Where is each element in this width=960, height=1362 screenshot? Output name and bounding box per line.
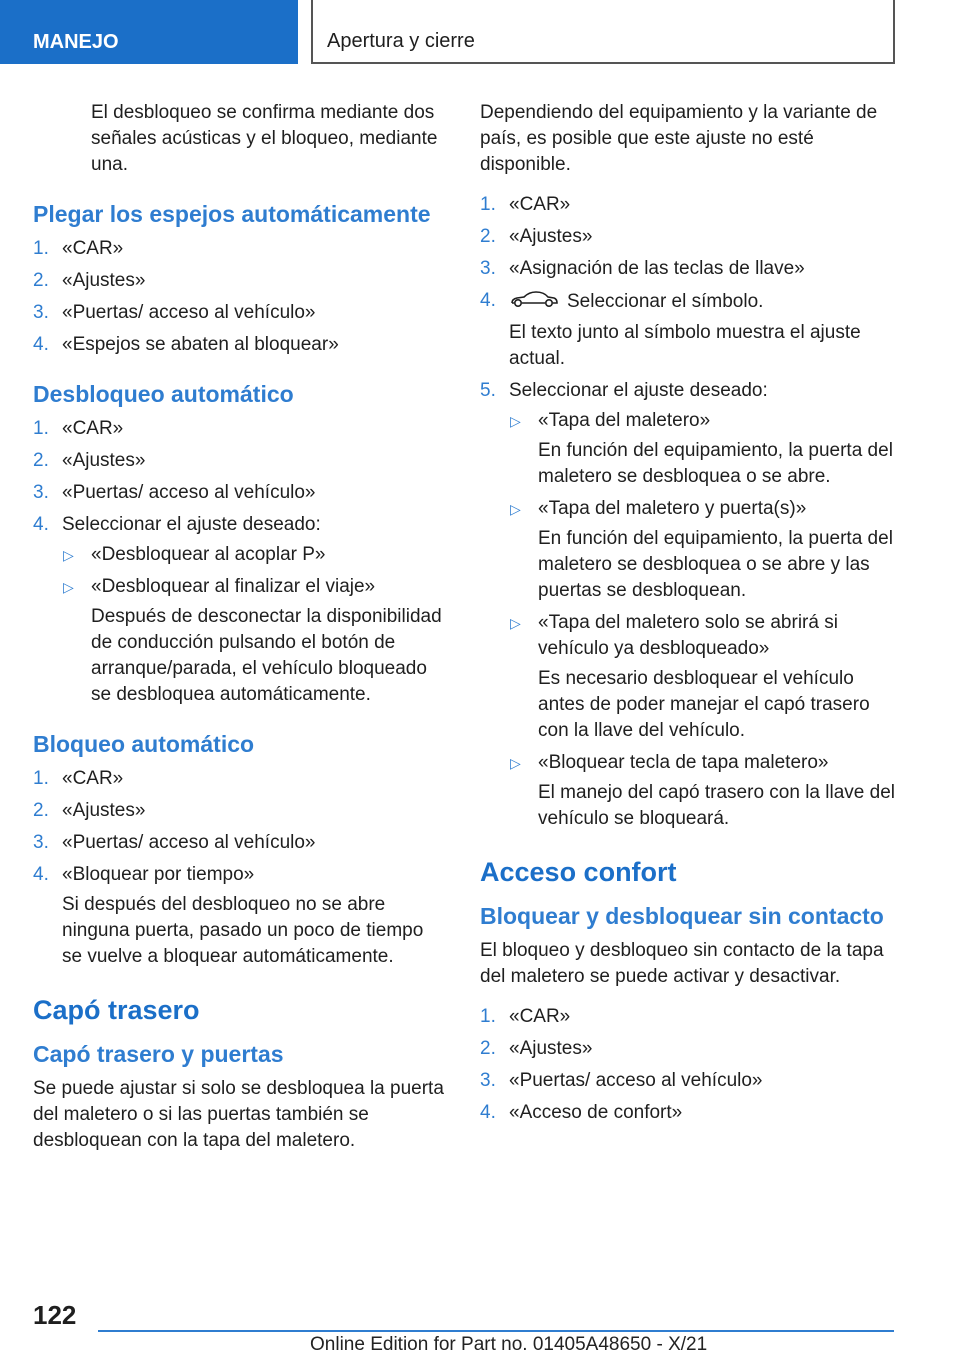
step-text: «CAR» bbox=[509, 1006, 571, 1027]
option-note: El manejo del capó trasero con la llave del vehículo se bloqueará. bbox=[538, 782, 895, 829]
step-number: 2. bbox=[33, 450, 49, 471]
triangle-right-icon: ▷ bbox=[510, 501, 521, 517]
step-number: 2. bbox=[33, 800, 49, 821]
step-text: Seleccionar el ajuste deseado: bbox=[509, 380, 768, 401]
step-number: 1. bbox=[480, 1006, 496, 1027]
step-text: Seleccionar el ajuste deseado: bbox=[62, 514, 321, 535]
chapter-title: Apertura y cierre bbox=[311, 0, 895, 64]
contactless-subheading: Bloquear y desbloquear sin contacto bbox=[480, 903, 884, 929]
list-item bbox=[33, 300, 448, 326]
step-number: 1. bbox=[33, 418, 49, 439]
option-label: «Desbloquear al finalizar el viaje» bbox=[91, 576, 376, 597]
key-assign-steps bbox=[480, 192, 900, 832]
step-number: 1. bbox=[33, 768, 49, 789]
step-number: 2. bbox=[33, 270, 49, 291]
list-item bbox=[509, 750, 900, 832]
step-text: «Puertas/ acceso al vehículo» bbox=[62, 302, 316, 323]
option-note: Es necesario desbloquear el vehículo antes de poder manejar el capó trasero con la llave del vehículo. bbox=[538, 668, 870, 741]
step-text: «CAR» bbox=[62, 768, 124, 789]
list-item bbox=[62, 542, 448, 568]
triangle-right-icon: ▷ bbox=[510, 755, 521, 771]
list-item bbox=[33, 830, 448, 856]
list-item bbox=[33, 332, 448, 358]
list-item bbox=[33, 448, 448, 474]
list-item bbox=[33, 766, 448, 792]
option-label: «Tapa del maletero» bbox=[538, 410, 711, 431]
list-item bbox=[33, 236, 448, 262]
triangle-right-icon: ▷ bbox=[510, 615, 521, 631]
mirrors-steps bbox=[33, 236, 448, 358]
option-label: «Desbloquear al acoplar P» bbox=[91, 544, 326, 565]
step-text: «CAR» bbox=[509, 194, 571, 215]
list-item bbox=[480, 192, 900, 218]
mirrors-heading: Plegar los espejos automáticamente bbox=[33, 201, 431, 227]
step-number: 5. bbox=[480, 380, 496, 401]
step-text: «Ajustes» bbox=[509, 1038, 593, 1059]
step-text: «CAR» bbox=[62, 418, 124, 439]
step-number: 4. bbox=[33, 864, 49, 885]
step-number: 2. bbox=[480, 226, 496, 247]
list-item bbox=[480, 1068, 900, 1094]
step-number: 1. bbox=[33, 238, 49, 259]
list-item bbox=[33, 512, 448, 708]
key-assign-options bbox=[509, 408, 900, 832]
step-text: «CAR» bbox=[62, 238, 124, 259]
option-label: «Tapa del maletero y puerta(s)» bbox=[538, 498, 807, 519]
step-number: 3. bbox=[33, 302, 49, 323]
tailgate-subheading: Capó trasero y puertas bbox=[33, 1041, 284, 1067]
step-number: 3. bbox=[480, 1070, 496, 1091]
right-column bbox=[480, 100, 900, 1132]
step-number: 4. bbox=[33, 514, 49, 535]
edition-text: Online Edition for Part no. 01405A48650 - X/21 bbox=[310, 1334, 708, 1355]
triangle-right-icon: ▷ bbox=[63, 547, 74, 563]
step-text: «Ajustes» bbox=[509, 226, 593, 247]
triangle-right-icon: ▷ bbox=[63, 579, 74, 595]
option-note: En función del equipamiento, la puerta del maletero se desbloquea o se abre y las puertas se desbloquean. bbox=[538, 528, 893, 601]
list-item bbox=[480, 1004, 900, 1030]
step-number: 1. bbox=[480, 194, 496, 215]
tailgate-body: Se puede ajustar si solo se desbloquea la puerta del maletero o si las puertas también se desbloquean con la tapa del maletero. bbox=[33, 1078, 444, 1151]
list-item bbox=[33, 416, 448, 442]
step-number: 4. bbox=[480, 1102, 496, 1123]
step-text: «Ajustes» bbox=[62, 270, 146, 291]
left-column bbox=[33, 100, 448, 1164]
list-item bbox=[480, 378, 900, 832]
step4-note: El texto junto al símbolo muestra el ajuste actual. bbox=[509, 322, 861, 369]
list-item bbox=[33, 480, 448, 506]
option-note: En función del equipamiento, la puerta del maletero se desbloquea o se abre. bbox=[538, 440, 893, 487]
list-item bbox=[33, 862, 448, 970]
auto-lock-steps bbox=[33, 766, 448, 970]
list-item bbox=[480, 224, 900, 250]
list-item bbox=[480, 1100, 900, 1126]
auto-unlock-options bbox=[62, 542, 448, 708]
list-item bbox=[480, 288, 900, 372]
step-text: «Ajustes» bbox=[62, 450, 146, 471]
car-outline-icon bbox=[509, 288, 559, 316]
step-text: «Bloquear por tiempo» bbox=[62, 864, 255, 885]
auto-lock-heading: Bloqueo automático bbox=[33, 731, 255, 757]
unlock-confirm-note: El desbloqueo se confirma mediante dos señales acústicas y el bloqueo, mediante una. bbox=[91, 102, 438, 175]
auto-unlock-steps bbox=[33, 416, 448, 708]
availability-note: Dependiendo del equipamiento y la variante de país, es posible que este ajuste no esté disponible. bbox=[480, 102, 878, 175]
page-number: 122 bbox=[33, 1300, 77, 1330]
list-item bbox=[509, 496, 900, 604]
step-text: «Espejos se abaten al bloquear» bbox=[62, 334, 339, 355]
step-text: «Asignación de las teclas de llave» bbox=[509, 258, 805, 279]
list-item bbox=[480, 256, 900, 282]
list-item bbox=[480, 1036, 900, 1062]
step-text: «Puertas/ acceso al vehículo» bbox=[62, 832, 316, 853]
step-number: 3. bbox=[33, 482, 49, 503]
step-number: 3. bbox=[33, 832, 49, 853]
auto-lock-note: Si después del desbloqueo no se abre ninguna puerta, pasado un poco de tiempo se vuelve a bloquear automáticamente. bbox=[62, 894, 424, 967]
contactless-body: El bloqueo y desbloqueo sin contacto de la tapa del maletero se puede activar y desactivar. bbox=[480, 940, 884, 987]
auto-unlock-heading: Desbloqueo automático bbox=[33, 381, 294, 407]
step-text: Seleccionar el símbolo. bbox=[567, 291, 764, 313]
step-number: 4. bbox=[480, 290, 496, 311]
tailgate-heading: Capó trasero bbox=[33, 995, 200, 1025]
list-item bbox=[509, 408, 900, 490]
option-note: Después de desconectar la disponibilidad de conducción pulsando el botón de arranque/parada, el vehículo bloqueado se desbloquea automáticamente. bbox=[91, 606, 442, 705]
step-number: 4. bbox=[33, 334, 49, 355]
section-tab: MANEJO bbox=[0, 0, 298, 64]
list-item bbox=[62, 574, 448, 708]
list-item bbox=[33, 798, 448, 824]
list-item bbox=[33, 268, 448, 294]
option-label: «Tapa del maletero solo se abrirá si vehículo ya desbloqueado» bbox=[538, 612, 838, 659]
list-item bbox=[509, 610, 900, 744]
step-number: 2. bbox=[480, 1038, 496, 1059]
triangle-right-icon: ▷ bbox=[510, 413, 521, 429]
comfort-access-heading: Acceso confort bbox=[480, 857, 677, 887]
step-text: «Acceso de confort» bbox=[509, 1102, 683, 1123]
step-number: 3. bbox=[480, 258, 496, 279]
step-text: «Puertas/ acceso al vehículo» bbox=[509, 1070, 763, 1091]
option-label: «Bloquear tecla de tapa maletero» bbox=[538, 752, 829, 773]
step-text: «Puertas/ acceso al vehículo» bbox=[62, 482, 316, 503]
comfort-steps bbox=[480, 1004, 900, 1126]
step-text: «Ajustes» bbox=[62, 800, 146, 821]
